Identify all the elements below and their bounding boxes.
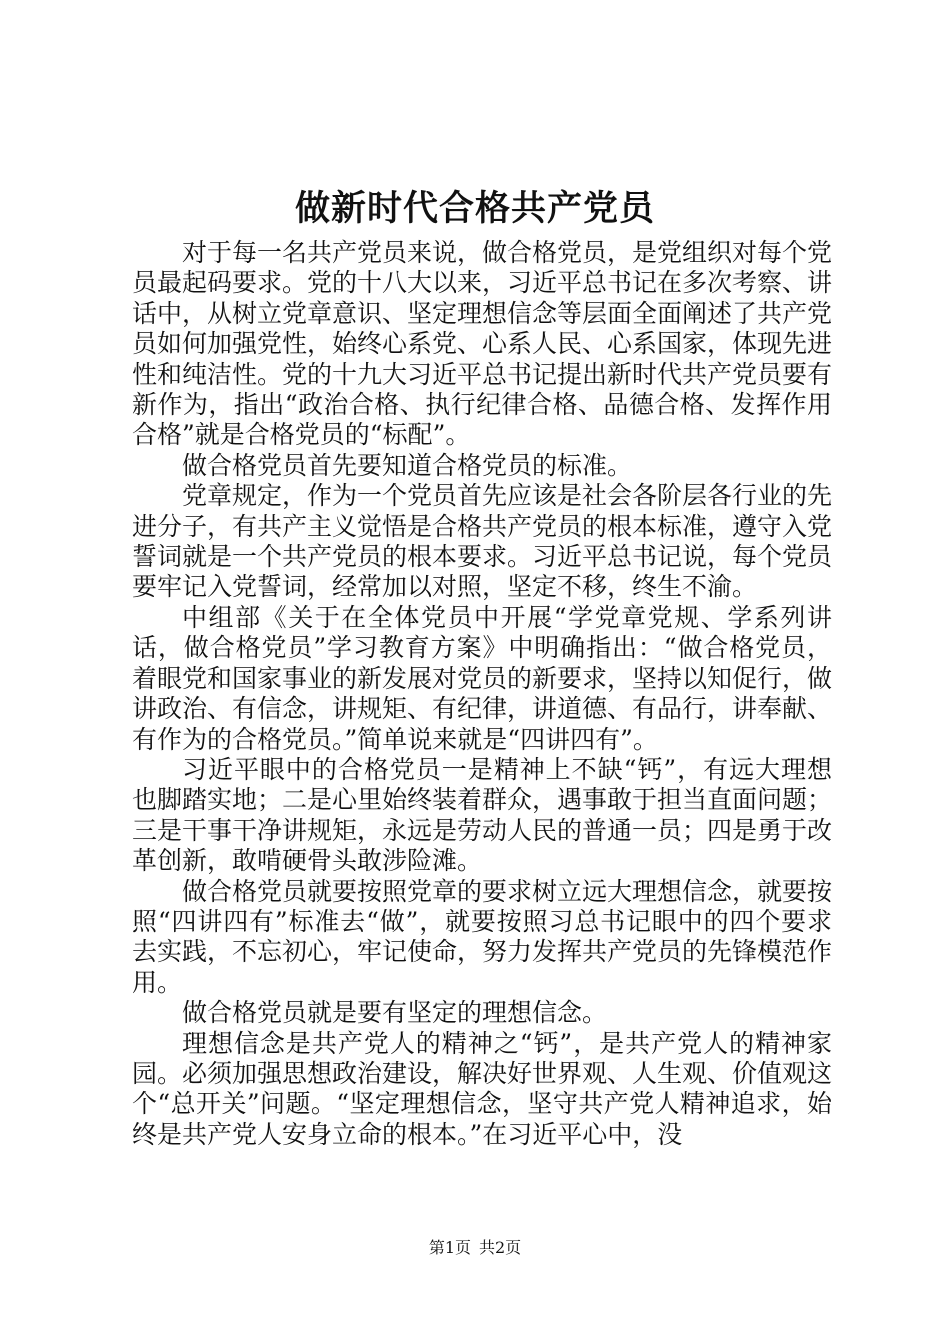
paragraph-2: 做合格党员首先要知道合格党员的标准。 [182,450,633,480]
document-body [132,238,832,1150]
paragraph-4: 中组部《关于在全体党员中开展“学党章党规、学系列讲话，做合格党员”学习教育方案》中明确指出：“做合格党员，着眼党和国家事业的新发展对党员的新要求，坚持以知促行，做讲政治、有信念，讲规矩、有纪律，讲道德、有品行，讲奉献、有作为的合格党员。”简单说来就是“四讲四有”。 [132,602,833,754]
paragraph-5: 习近平眼中的合格党员一是精神上不缺“钙”，有远大理想也脚踏实地；二是心里始终装着群众，遇事敢于担当直面问题；三是干事干净讲规矩，永远是劳动人民的普通一员；四是勇于改革创新，敢啃硬骨头敢涉险滩。 [132,754,833,876]
paragraph-1: 对于每一名共产党员来说，做合格党员，是党组织对每个党员最起码要求。党的十八大以来，习近平总书记在多次考察、讲话中，从树立党章意识、坚定理想信念等层面全面阐述了共产党员如何加强党性，始终心系党、心系人民、心系国家，体现先进性和纯洁性。党的十九大习近平总书记提出新时代共产党员要有新作为，指出“政治合格、执行纪律合格、品德合格、发挥作用合格”就是合格党员的“标配”。 [132,238,833,450]
paragraph-8: 理想信念是共产党人的精神之“钙”，是共产党人的精神家园。必须加强思想政治建设，解决好世界观、人生观、价值观这个“总开关”问题。“坚定理想信念，坚守共产党人精神追求，始终是共产党人安身立命的根本。”在习近平心中，没 [132,1028,833,1149]
page-number-total: 共2页 [479,1238,522,1257]
paragraph-6: 做合格党员就要按照党章的要求树立远大理想信念，就要按照“四讲四有”标准去“做”，就要按照习总书记眼中的四个要求去实践，不忘初心，牢记使命，努力发挥共产党员的先锋模范作用。 [132,876,833,997]
paragraph-3: 党章规定，作为一个党员首先应该是社会各阶层各行业的先进分子，有共产主义觉悟是合格共产党员的根本标准，遵守入党誓词就是一个共产党员的根本要求。习近平总书记说，每个党员要牢记入党誓词，经常加以对照，坚定不移，终生不渝。 [132,481,833,602]
document-title: 做新时代合格共产党员 [294,189,655,229]
page-footer [0,1238,950,1258]
page-number-current: 第1页 [428,1238,471,1257]
paragraph-7: 做合格党员就是要有坚定的理想信念。 [182,998,608,1028]
